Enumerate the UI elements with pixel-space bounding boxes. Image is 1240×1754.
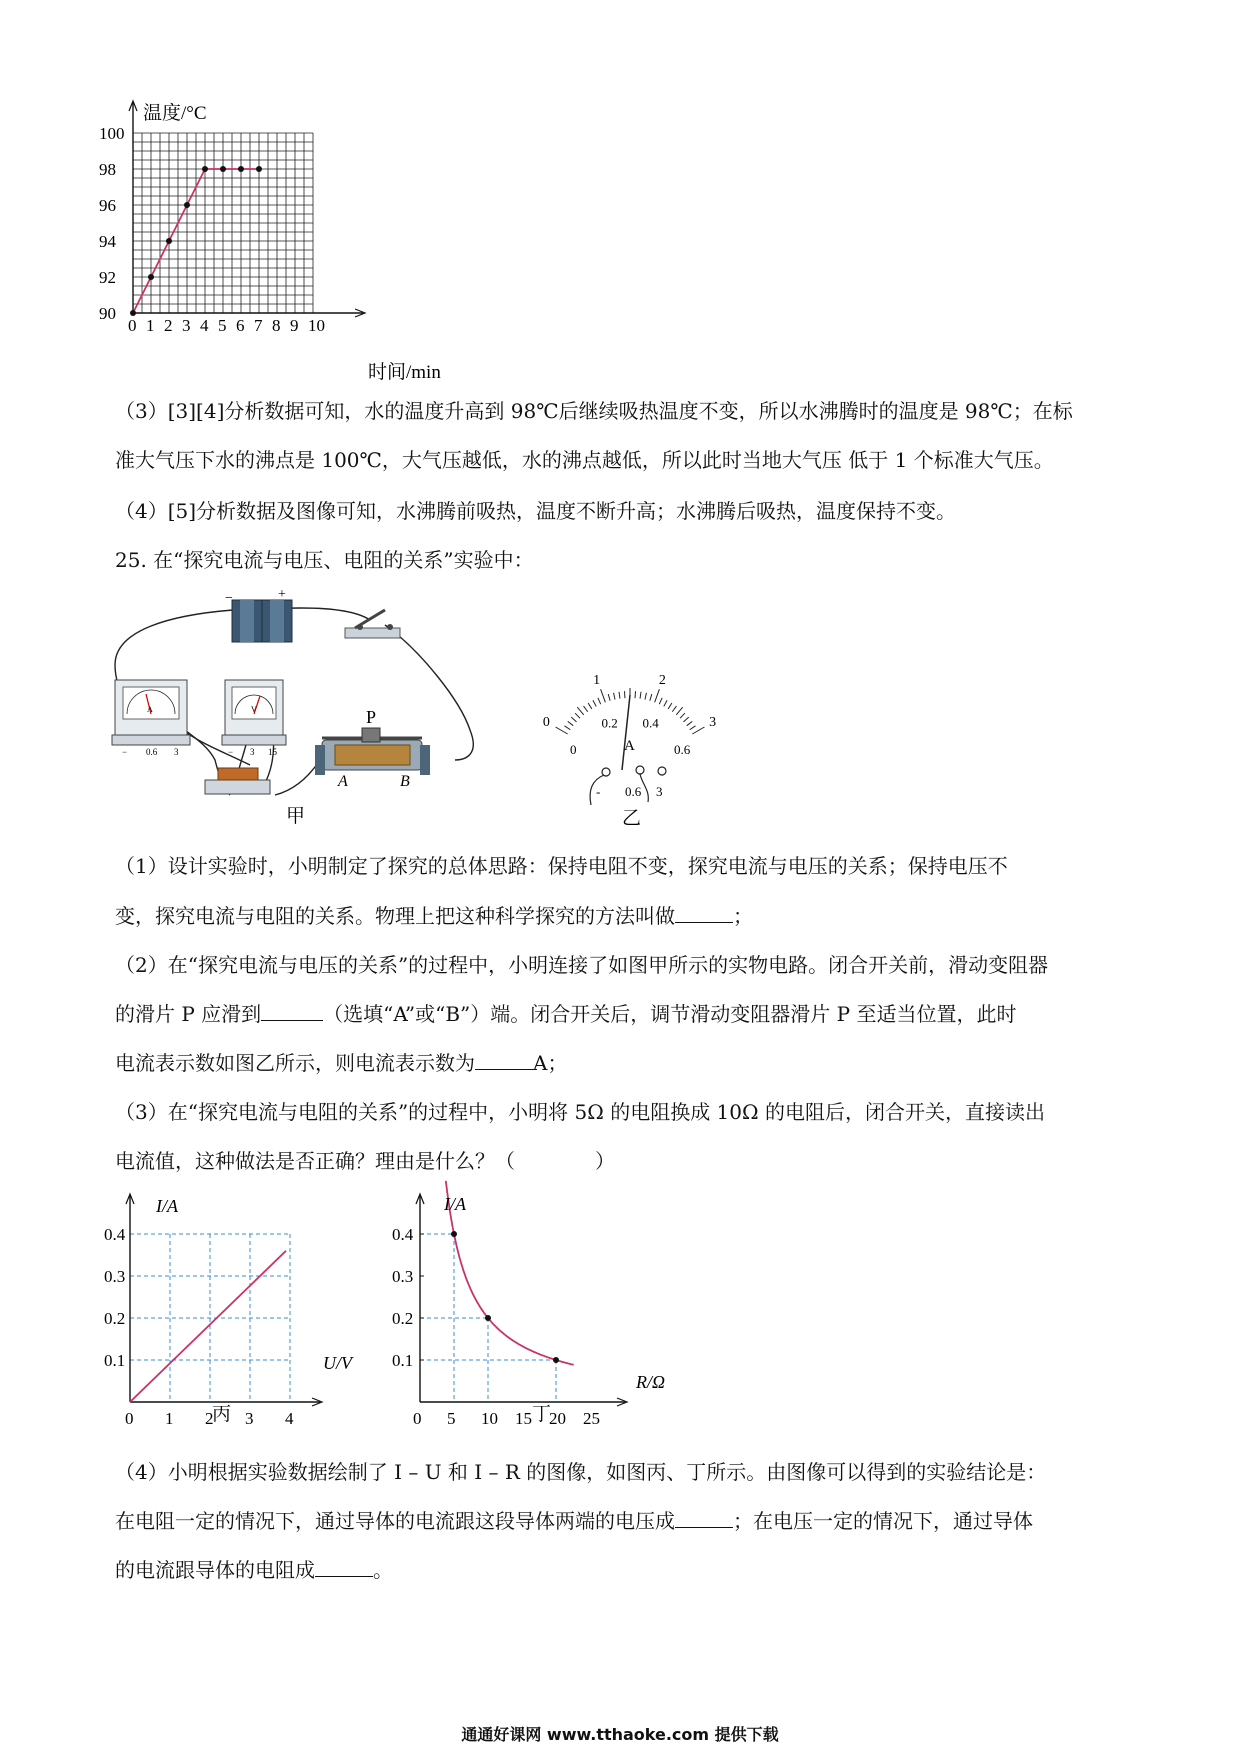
dial-outer-label: 0 [542,715,550,730]
y-tick-label: 92 [99,268,116,287]
page-footer: 通通好课网 www.tthaoke.com 提供下载 [461,1725,779,1744]
dial-tick [575,713,580,718]
temperature-axis-label: 温度/°C [143,103,207,124]
ammeter-face-label: A [147,705,153,714]
y-tick-label: 94 [99,232,116,251]
dial-tick [598,698,601,704]
question-2-text-c2: A； [533,1051,568,1075]
temperature-point [202,166,208,172]
x-tick-label: 25 [583,1409,600,1428]
temperature-point [220,166,226,172]
question-2-line-a: （2）在“探究电流与电压的关系”的过程中，小明连接了如图甲所示的实物电路。闭合开关前，滑动变阻器 [115,953,1049,977]
dial-tick [619,692,620,699]
question-4-line-b [115,1507,1135,1535]
dial-ticks [556,688,705,734]
battery-plus-sign: + [278,587,286,602]
dial-tick [668,703,672,709]
x-tick-label: 9 [290,316,299,335]
x-tick-label: 5 [447,1409,456,1428]
x-tick-label: 15 [515,1409,532,1428]
temperature-chart [100,95,460,385]
y-tick-label: 0.3 [104,1267,126,1286]
slider-label-p: P [366,707,377,727]
i-r-point [451,1231,457,1237]
x-tick-label: 5 [218,316,227,335]
i-u-line [130,1251,286,1402]
ammeter-terminal-minus: − [122,747,128,757]
x-tick-label: 10 [481,1409,498,1428]
y-tick-label: 0.4 [104,1225,126,1244]
analysis-paragraph-3b: 准大气压下水的沸点是 100℃，大气压越低，水的沸点越低，所以此时当地大气压 低于 1 个标准大气压。 [115,448,1054,472]
y-tick-label: 0.2 [392,1309,414,1328]
y-tick-label: 0.3 [392,1267,414,1286]
ammeter-dial-figure [530,640,730,840]
question-1-text: 变，探究电流与电阻的关系。物理上把这种科学探究的方法叫做 [115,904,675,928]
y-tick-label: 0.1 [392,1351,414,1370]
question-2-line-b [115,1000,1135,1028]
dial-tick [565,726,571,730]
y-tick-label: 0.1 [104,1351,126,1370]
question-4-text-c2: 。 [373,1558,393,1582]
figure-jia-caption: 甲 [286,806,306,827]
x-tick-label: 0 [128,316,137,335]
dial-tick [664,700,667,706]
temperature-point [238,166,244,172]
question-2-text-b2: （选填“A”或“B”）端。闭合开关后，调节滑动变阻器滑片 P 至适当位置，此时 [323,1002,1017,1026]
dial-inner-label: 0 [570,742,577,757]
dial-terminal-0.6: 0.6 [625,784,642,799]
i-r-grid [416,1194,627,1406]
dial-tick [690,726,696,730]
i-u-tick-labels [104,1225,294,1428]
dial-terminal-minus: - [596,784,601,799]
i-u-chart [104,1192,378,1432]
dial-tick [687,721,693,725]
answer-blank-slider-end[interactable] [261,1002,323,1021]
i-r-point [485,1315,491,1321]
ammeter-terminal-3: 3 [174,747,179,757]
i-u-series-line [130,1251,286,1402]
dial-inner-label: 0.6 [673,742,691,757]
dial-tick [645,693,646,700]
dial-tick [659,698,662,704]
ammeter-terminal-0.6: 0.6 [146,747,158,757]
voltmeter-terminal-minus: − [228,747,234,757]
analysis-paragraph-4: （4）[5]分析数据及图像可知，水沸腾前吸热，温度不断升高；水沸腾后吸热，温度保持不变。 [115,499,957,523]
x-tick-label: 4 [285,1409,294,1428]
voltmeter-terminal-15: 15 [268,747,277,757]
dial-unit: A [624,738,635,754]
dial-tick [672,706,676,712]
dial-outer-label: 2 [658,672,666,688]
question-1-line-b [115,902,1135,930]
y-tick-label: 0.4 [392,1225,414,1244]
question-4-text-b2: ；在电压一定的情况下，通过导体 [733,1509,1033,1533]
rheostat-end-b: B [400,773,410,790]
x-tick-label: 20 [549,1409,566,1428]
i-u-grid [126,1194,322,1406]
dial-outer-label: 1 [593,672,601,688]
question-1-end: ； [733,904,753,928]
switch-icon [345,610,400,638]
y-tick-label: 98 [99,160,116,179]
x-tick-label: 0 [413,1409,422,1428]
resistor-icon [205,768,270,794]
battery-minus-sign: − [225,591,233,606]
dial-tick [571,717,576,722]
question-4-text-b1: 在电阻一定的情况下，通过导体的电流跟这段导体两端的电压成 [115,1509,675,1533]
temperature-point [130,310,136,316]
answer-blank-voltage-relation[interactable] [675,1509,733,1528]
i-r-point [553,1357,559,1363]
analysis-paragraph-3a: （3）[3][4]分析数据可知，水的温度升高到 98℃后继续吸热温度不变，所以水沸腾时的温度是 98℃；在标 [115,399,1073,423]
temperature-point [184,202,190,208]
x-tick-label: 1 [165,1409,174,1428]
battery-icon [232,600,292,642]
x-tick-label: 7 [254,316,263,335]
answer-blank-method[interactable] [675,904,733,923]
y-tick-label: 0.2 [104,1309,126,1328]
y-tick-label: 96 [99,196,116,215]
question-3-line-a: （3）在“探究电流与电阻的关系”的过程中，小明将 5Ω 的电阻换成 10Ω 的电阻后，闭合开关，直接读出 [115,1100,1045,1124]
x-tick-label: 0 [125,1409,134,1428]
dial-inner-label: 0.2 [601,715,618,731]
answer-blank-current[interactable] [475,1051,533,1070]
dial-tick [680,713,685,718]
x-tick-label: 3 [245,1409,254,1428]
rheostat-icon [315,728,430,775]
rheostat-end-a: A [338,773,348,790]
dial-tick [601,689,606,702]
question-2-text-b1: 的滑片 P 应滑到 [115,1002,262,1026]
dial-tick [577,707,583,715]
question-2-line-c [115,1049,1135,1077]
dial-tick [650,694,652,701]
dial-tick [614,693,615,700]
time-axis-label: 时间/min [368,362,441,383]
voltmeter-terminal-3: 3 [250,747,255,757]
dial-terminal-3: 3 [656,784,663,799]
i-r-y-label: I/A [444,1194,466,1214]
x-tick-label: 2 [205,1409,214,1428]
answer-blank-resistance-relation[interactable] [315,1558,373,1577]
dial-pointer [622,695,630,770]
question-4-text-c1: 的电流跟导体的电阻成 [115,1558,315,1582]
dial-tick [556,727,568,734]
i-r-chart [392,1192,688,1432]
question-4-line-c [115,1556,1135,1584]
dial-outer-label: 3 [709,715,717,730]
x-tick-label: 4 [200,316,209,335]
question-2-text-c1: 电流表示数如图乙所示，则电流表示数为 [115,1051,475,1075]
x-tick-label: 1 [146,316,155,335]
dial-tick [584,706,588,712]
voltmeter-face-label: V [251,705,257,714]
dial-tick [588,703,592,709]
y-tick-label: 100 [99,124,125,143]
i-u-y-label: I/A [156,1196,178,1216]
question-4-line-a: （4）小明根据实验数据绘制了 I – U 和 I – R 的图像，如图丙、丁所示。由图像可以得到的实验结论是： [115,1460,1047,1484]
y-tick-label: 90 [99,304,116,323]
dial-tick [655,689,660,702]
temperature-point [256,166,262,172]
temperature-point [166,238,172,244]
figure-ding-caption: 丁 [532,1404,552,1425]
figure-bing-caption: 丙 [212,1404,232,1425]
temperature-grid [129,101,365,317]
question-25-stem: 25. 在“探究电流与电压、电阻的关系”实验中： [115,548,534,572]
x-tick-label: 8 [272,316,281,335]
temperature-point [148,274,154,280]
dial-inner-label: 0.4 [642,715,659,731]
x-tick-label: 6 [236,316,245,335]
x-tick-label: 10 [308,316,325,335]
x-tick-label: 3 [182,316,191,335]
dial-tick [640,692,641,699]
question-1-line-a: （1）设计实验时，小明制定了探究的总体思路：保持电阻不变，探究电流与电压的关系；保持电压不 [115,854,1008,878]
i-r-x-label: R/Ω [636,1372,666,1392]
x-tick-label: 2 [164,316,173,335]
dial-tick [692,727,704,734]
dial-tick [608,694,610,701]
dial-tick [593,700,596,706]
i-u-x-label: U/V [323,1353,352,1373]
dial-tick [676,707,682,715]
question-3-line-b: 电流值，这种做法是否正确？理由是什么？（ ） [115,1149,615,1173]
circuit-figure [110,587,490,830]
dial-tick [684,717,689,722]
figure-yi-caption: 乙 [622,808,642,829]
dial-tick [568,721,574,725]
